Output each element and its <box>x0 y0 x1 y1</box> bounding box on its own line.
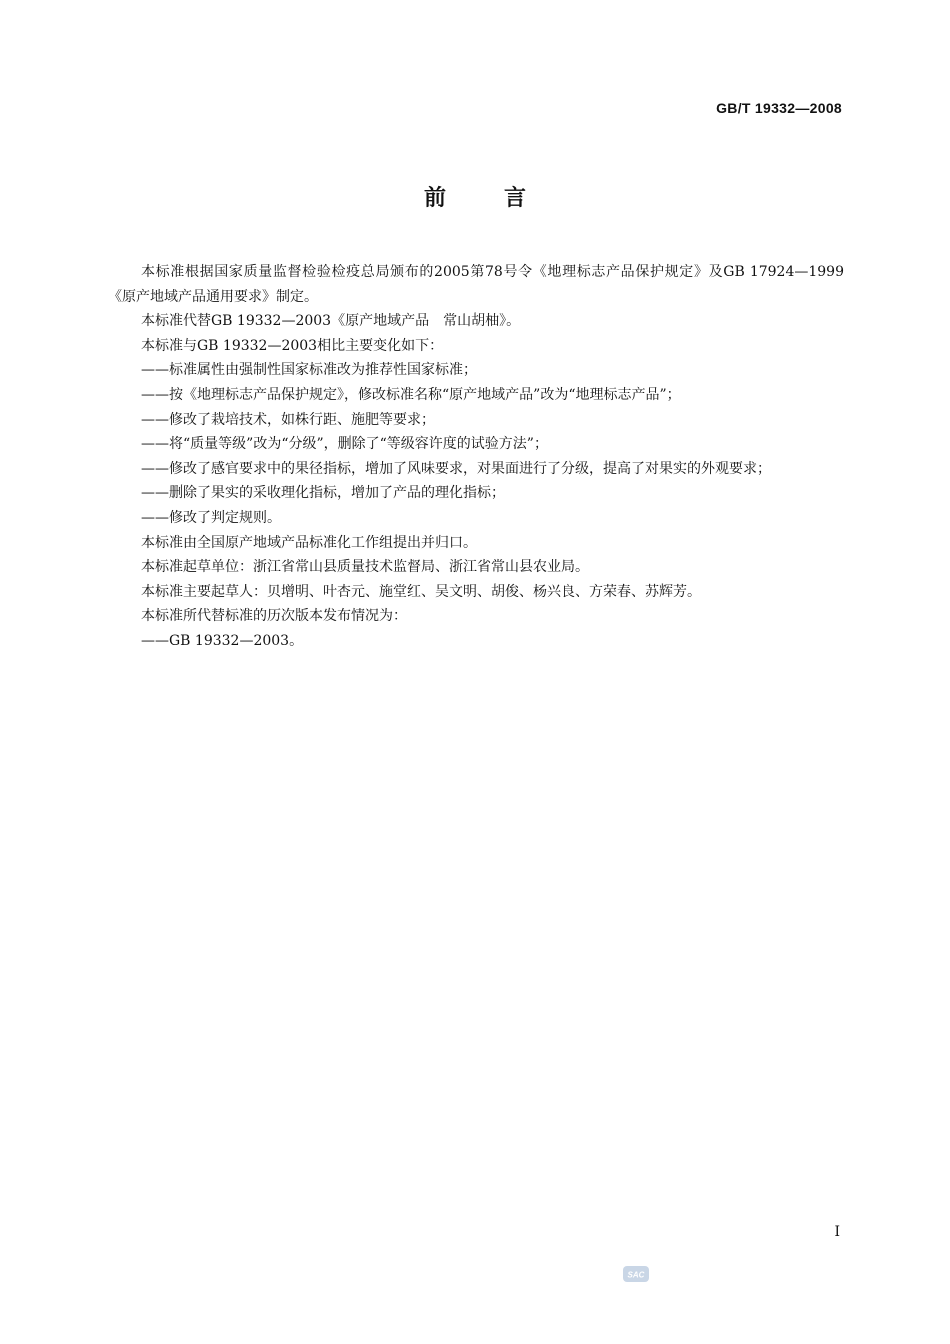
intro-paragraph-basis: 本标准根据国家质量监督检验检疫总局颁布的2005第78号令《地理标志产品保护规定》及GB 17924—1999《原产地域产品通用要求》制定。 <box>108 264 844 305</box>
change-item: ——修改了感官要求中的果径指标，增加了风味要求，对果面进行了分级，提高了对果实的外观要求； <box>141 460 771 477</box>
sac-logo-icon <box>622 1264 650 1284</box>
foreword-body <box>108 260 844 654</box>
history-item: ——GB 19332—2003。 <box>141 632 304 649</box>
change-item: ——标准属性由强制性国家标准改为推荐性国家标准； <box>141 362 477 379</box>
closing-paragraph-drafting-units: 本标准起草单位：浙江省常山县质量技术监督局、浙江省常山县农业局。 <box>141 559 589 576</box>
closing-paragraph-history: 本标准所代替标准的历次版本发布情况为： <box>141 608 407 625</box>
intro-paragraph-changes: 本标准与GB 19332—2003相比主要变化如下： <box>141 337 444 354</box>
change-item: ——修改了栽培技术，如株行距、施肥等要求； <box>141 411 435 428</box>
svg-text:SAC: SAC <box>627 1270 645 1280</box>
page-number: I <box>834 1224 840 1240</box>
closing-paragraph-proposer: 本标准由全国原产地域产品标准化工作组提出并归口。 <box>141 534 477 551</box>
change-item: ——将“质量等级”改为“分级”，删除了“等级容许度的试验方法”； <box>141 436 548 453</box>
header-standard-code: GB/T 19332—2008 <box>716 100 842 116</box>
sac-watermark-logo <box>622 1264 650 1284</box>
closing-paragraph-drafters: 本标准主要起草人：贝增明、叶杏元、施堂红、吴文明、胡俊、杨兴良、方荣春、苏辉芳。 <box>141 583 701 600</box>
page-title: 前言 <box>423 186 584 211</box>
change-item: ——修改了判定规则。 <box>141 509 281 526</box>
intro-paragraph-replaces: 本标准代替GB 19332—2003《原产地域产品 常山胡柚》。 <box>141 313 521 330</box>
change-item: ——删除了果实的采收理化指标，增加了产品的理化指标； <box>141 485 505 502</box>
change-item: ——按《地理标志产品保护规定》，修改标准名称“原产地域产品”改为“地理标志产品”； <box>141 386 681 403</box>
